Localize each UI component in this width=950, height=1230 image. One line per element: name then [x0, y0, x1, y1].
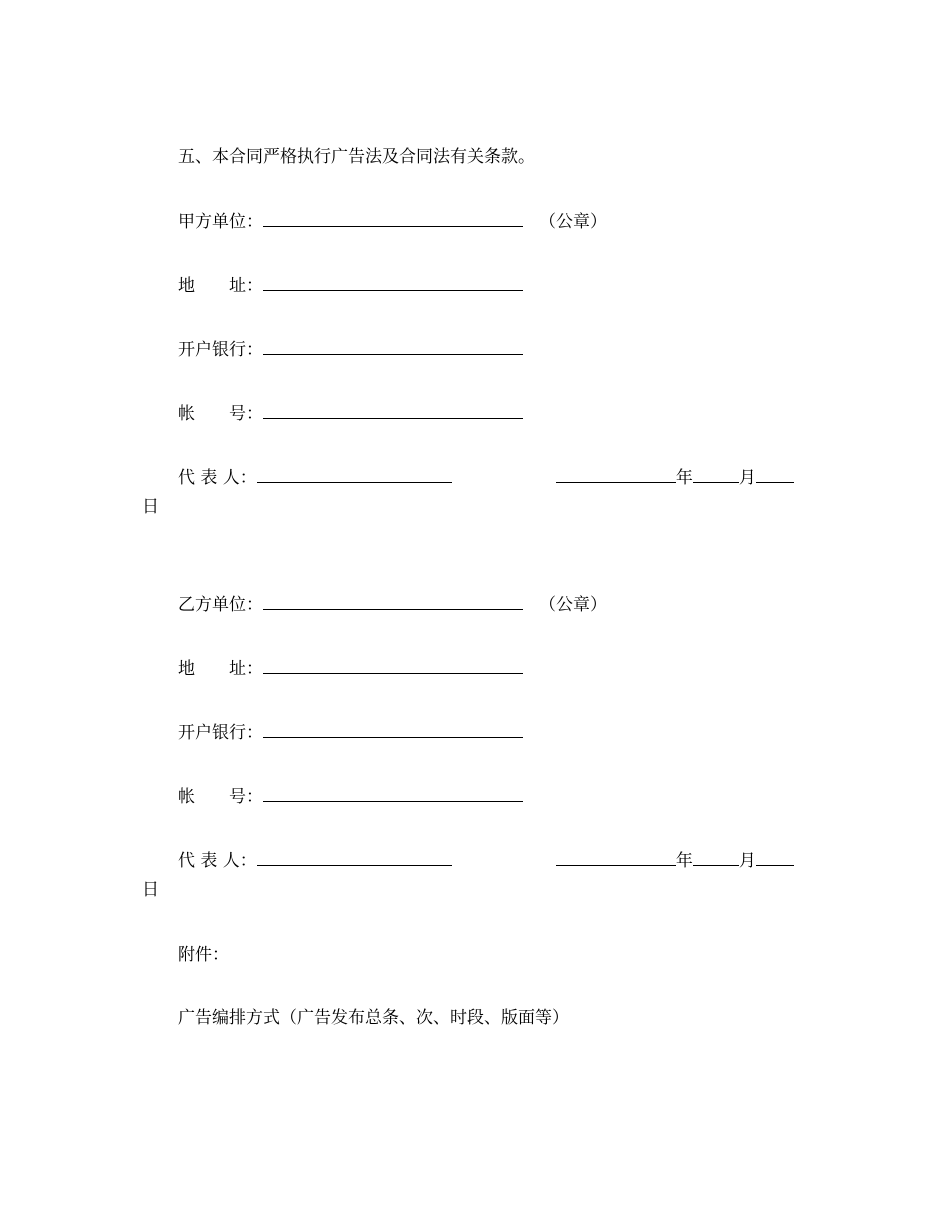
party-b-seal: （公章）	[539, 595, 607, 615]
party-b-account-label: 帐 号：	[178, 787, 263, 807]
party-a-address-row	[178, 272, 523, 296]
party-a-address-blank[interactable]	[263, 272, 523, 291]
party-b-unit-label: 乙方单位：	[178, 595, 263, 615]
clause-five: 五、本合同严格执行广告法及合同法有关条款。	[178, 147, 535, 167]
party-a-year-blank[interactable]	[556, 464, 676, 483]
party-a-bank-blank[interactable]	[263, 336, 523, 355]
party-a-seal: （公章）	[539, 212, 607, 232]
party-b-account-blank[interactable]	[263, 783, 523, 802]
party-b-unit-blank[interactable]	[263, 591, 523, 610]
party-b-year-blank[interactable]	[556, 847, 676, 866]
party-a-rep-label: 代 表 人：	[178, 468, 257, 488]
party-a-rep-row	[178, 464, 794, 488]
party-b-unit-row	[178, 591, 607, 615]
party-b-bank-row	[178, 719, 523, 743]
party-a-day: 日	[142, 497, 159, 517]
party-a-address-label: 地 址：	[178, 276, 263, 296]
party-b-year: 年	[675, 851, 693, 871]
party-b-rep-blank[interactable]	[257, 847, 452, 866]
party-b-bank-label: 开户银行：	[178, 723, 263, 743]
attachment-description: 广告编排方式（广告发布总条、次、时段、版面等）	[178, 1008, 569, 1028]
party-b-address-blank[interactable]	[263, 655, 523, 674]
party-b-day: 日	[142, 880, 159, 900]
party-a-account-label: 帐 号：	[178, 404, 263, 424]
party-a-bank-label: 开户银行：	[178, 340, 263, 360]
attachment-label: 附件：	[178, 945, 229, 965]
party-a-year: 年	[675, 468, 693, 488]
party-b-month-blank[interactable]	[693, 847, 739, 866]
party-b-month: 月	[738, 851, 756, 871]
party-a-bank-row	[178, 336, 523, 360]
party-a-account-blank[interactable]	[263, 400, 523, 419]
party-a-rep-blank[interactable]	[257, 464, 452, 483]
party-a-unit-label: 甲方单位：	[178, 212, 263, 232]
party-b-rep-row	[178, 847, 794, 871]
party-a-account-row	[178, 400, 523, 424]
party-a-month: 月	[738, 468, 756, 488]
party-b-rep-label: 代 表 人：	[178, 851, 257, 871]
party-b-address-label: 地 址：	[178, 659, 263, 679]
party-b-day-blank[interactable]	[756, 847, 794, 866]
party-a-month-blank[interactable]	[693, 464, 739, 483]
party-a-unit-row	[178, 208, 607, 232]
party-a-unit-blank[interactable]	[263, 208, 523, 227]
party-a-day-blank[interactable]	[756, 464, 794, 483]
party-b-bank-blank[interactable]	[263, 719, 523, 738]
party-b-address-row	[178, 655, 523, 679]
party-b-account-row	[178, 783, 523, 807]
